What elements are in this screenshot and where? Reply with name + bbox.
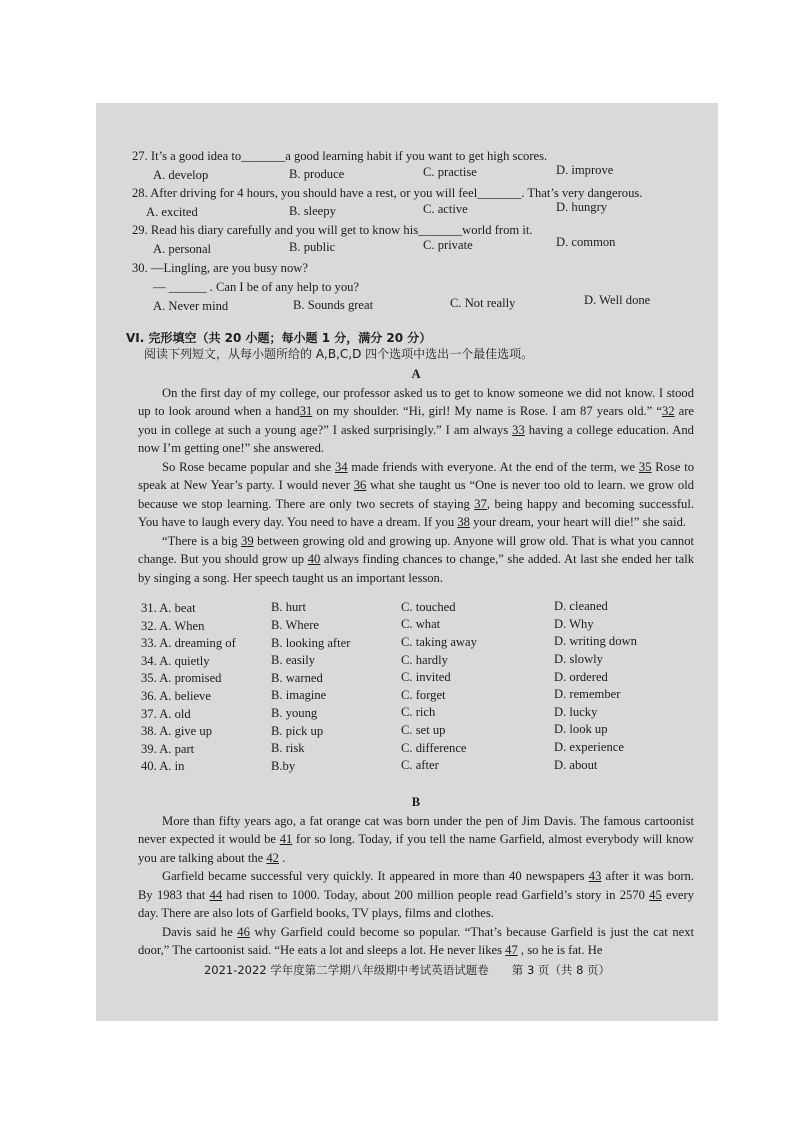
q30-option-b: B. Sounds great	[293, 298, 374, 312]
q28-option-c: C. active	[423, 202, 468, 216]
passage-a-paragraph-1: On the first day of my college, our professor asked us to get to know someone we did not know. I stood up to look around when a hand31 on my shoulder. “Hi, girl! My name is Rose. I am 87 years old.” “32 are you in college at such a young age?” I asked surprisingly.” I am always 33 having a college education. And now I’m getting one!” she answered.	[138, 385, 695, 455]
exam-page	[96, 103, 718, 1021]
option-33-d: D. writing down	[554, 634, 637, 649]
question-28-stem: 28. After driving for 4 hours, you should have a rest, or you will feel_______. That’s very dangerous.	[132, 186, 643, 200]
option-38-d: D. look up	[554, 722, 608, 737]
option-32-d: D. Why	[554, 616, 594, 631]
option-33-a: 33. A. dreaming of	[141, 636, 236, 651]
passage-a-paragraph-3: “There is a big 39 between growing old and growing up. Anyone will grow old. That is what you cannot change. But you should grow up 40 always finding chances to change,” she added. At last she ended her talk by singing a song. Her speech taught us an important lesson.	[138, 533, 694, 585]
q29-option-b: B. public	[289, 240, 336, 254]
option-31-b: B. hurt	[271, 600, 306, 615]
q30-option-c: C. Not really	[450, 296, 516, 310]
blank-42: 42	[266, 850, 279, 865]
option-37-c: C. rich	[401, 705, 436, 720]
section-6-instruction: 阅读下列短文，从每小题所给的 A,B,C,D 四个选项中选出一个最佳选项。	[144, 347, 534, 361]
blank-43: 43	[588, 869, 602, 883]
q30-option-d: D. Well done	[584, 293, 651, 307]
q30-option-a: A. Never mind	[153, 299, 229, 313]
blank-33: 33	[512, 422, 525, 437]
option-39-c: C. difference	[401, 740, 467, 755]
passage-b-paragraph-2: Garfield became successful very quickly. It appeared in more than 40 newspapers 43 after it was born. By 1983 that 44 had risen to 1000. Today, about 200 million people read Garfield’s story in 2570 45 every day. There are also lots of Garfield books, TV plays, films and clothes.	[138, 869, 694, 920]
q28-option-b: B. sleepy	[289, 204, 336, 218]
q27-option-a: A. develop	[153, 168, 209, 182]
option-35-d: D. ordered	[554, 669, 608, 684]
option-38-c: C. set up	[401, 723, 446, 737]
passage-b-label: B	[411, 795, 421, 809]
option-32-c: C. what	[401, 617, 441, 632]
passage-a-paragraph-2: So Rose became popular and she 34 made friends with everyone. At the end of the term, we 35 Rose to speak at New Year’s party. I would never 36 what she taught us “One is never too old to learn. we grow old because we stop learning. There are only two secrets of staying 37, being happy and becoming successful. You have to laugh every day. You need to have a dream. If you 38 your dream, your heart will die!” she said.	[138, 459, 695, 529]
option-40-b: B.by	[271, 758, 296, 773]
option-32-b: B. Where	[271, 618, 320, 632]
question-30-stem: 30. —Lingling, are you busy now?	[132, 261, 308, 275]
option-36-a: 36. A. believe	[141, 689, 211, 703]
option-37-d: D. lucky	[554, 704, 598, 719]
blank-39: 39	[241, 533, 254, 548]
option-34-c: C. hardly	[401, 652, 448, 667]
blank-31: 31	[299, 404, 313, 418]
option-40-c: C. after	[401, 758, 439, 773]
option-35-a: 35. A. promised	[141, 671, 222, 686]
option-39-a: 39. A. part	[141, 741, 195, 756]
q29-option-c: C. private	[423, 238, 473, 252]
q29-option-d: D. common	[556, 235, 616, 249]
option-36-b: B. imagine	[271, 688, 327, 703]
blank-45: 45	[649, 887, 662, 902]
q27-option-d: D. improve	[556, 163, 614, 177]
option-39-d: D. experience	[554, 740, 624, 754]
blank-47: 47	[505, 943, 518, 957]
passage-a	[138, 365, 694, 587]
q28-option-a: A. excited	[146, 205, 198, 219]
blank-40: 40	[307, 552, 321, 566]
option-37-b: B. young	[271, 706, 318, 720]
option-33-b: B. looking after	[271, 635, 351, 650]
option-37-a: 37. A. old	[141, 706, 191, 721]
option-33-c: C. taking away	[401, 635, 477, 649]
question-27-stem: 27. It’s a good idea to_______a good learning habit if you want to get high scores.	[132, 149, 548, 163]
question-30-reply: — ______ . Can I be of any help to you?	[153, 280, 360, 294]
option-36-c: C. forget	[401, 687, 446, 702]
option-40-d: D. about	[554, 757, 598, 772]
passage-b-paragraph-1: More than fifty years ago, a fat orange cat was born under the pen of Jim Davis. The famous cartoonist never expected it would be 41 for so long. Today, if you tell the name Garfield, almost everybody will know you are talking about the 42 .	[138, 813, 695, 865]
option-39-b: B. risk	[271, 741, 305, 756]
option-34-b: B. easily	[271, 653, 316, 668]
blank-35: 35	[638, 459, 652, 474]
blank-41: 41	[279, 832, 293, 846]
q29-option-a: A. personal	[153, 242, 212, 256]
section-6-title: VI. 完形填空（共 20 小题；每小题 1 分，满分 20 分）	[126, 331, 432, 345]
passage-b	[138, 793, 694, 960]
passage-a-label: A	[411, 367, 421, 381]
option-34-d: D. slowly	[554, 652, 603, 666]
option-31-c: C. touched	[401, 599, 456, 614]
option-38-b: B. pick up	[271, 723, 324, 738]
page-footer: 2021-2022 学年度第二学期八年级期中考试英语试题卷 第 3 页（共 8 页）	[203, 963, 611, 977]
blank-44: 44	[209, 887, 223, 902]
option-31-d: D. cleaned	[554, 599, 608, 614]
q27-option-c: C. practise	[423, 165, 477, 179]
option-40-a: 40. A. in	[141, 759, 185, 774]
option-34-a: 34. A. quietly	[141, 653, 210, 668]
option-35-b: B. warned	[271, 670, 323, 685]
option-32-a: 32. A. When	[141, 618, 205, 633]
option-35-c: C. invited	[401, 670, 451, 685]
blank-46: 46	[237, 924, 250, 939]
blank-34: 34	[334, 459, 348, 474]
passage-b-paragraph-3: Davis said he 46 why Garfield could become so popular. “That’s because Garfield is just the cat next door,” The cartoonist said. “He eats a lot and sleeps a lot. He never likes 47 , so he is fat. He	[138, 924, 695, 957]
option-36-d: D. remember	[554, 687, 621, 702]
option-38-a: 38. A. give up	[141, 724, 213, 739]
option-31-a: 31. A. beat	[141, 601, 196, 615]
blank-37: 37	[474, 496, 487, 511]
blank-36: 36	[353, 478, 367, 492]
blank-38: 38	[457, 515, 470, 529]
q28-option-d: D. hungry	[556, 200, 608, 214]
question-29-stem: 29. Read his diary carefully and you will get to know his_______world from it.	[132, 223, 533, 237]
blank-32: 32	[661, 404, 675, 418]
q27-option-b: B. produce	[289, 167, 345, 181]
